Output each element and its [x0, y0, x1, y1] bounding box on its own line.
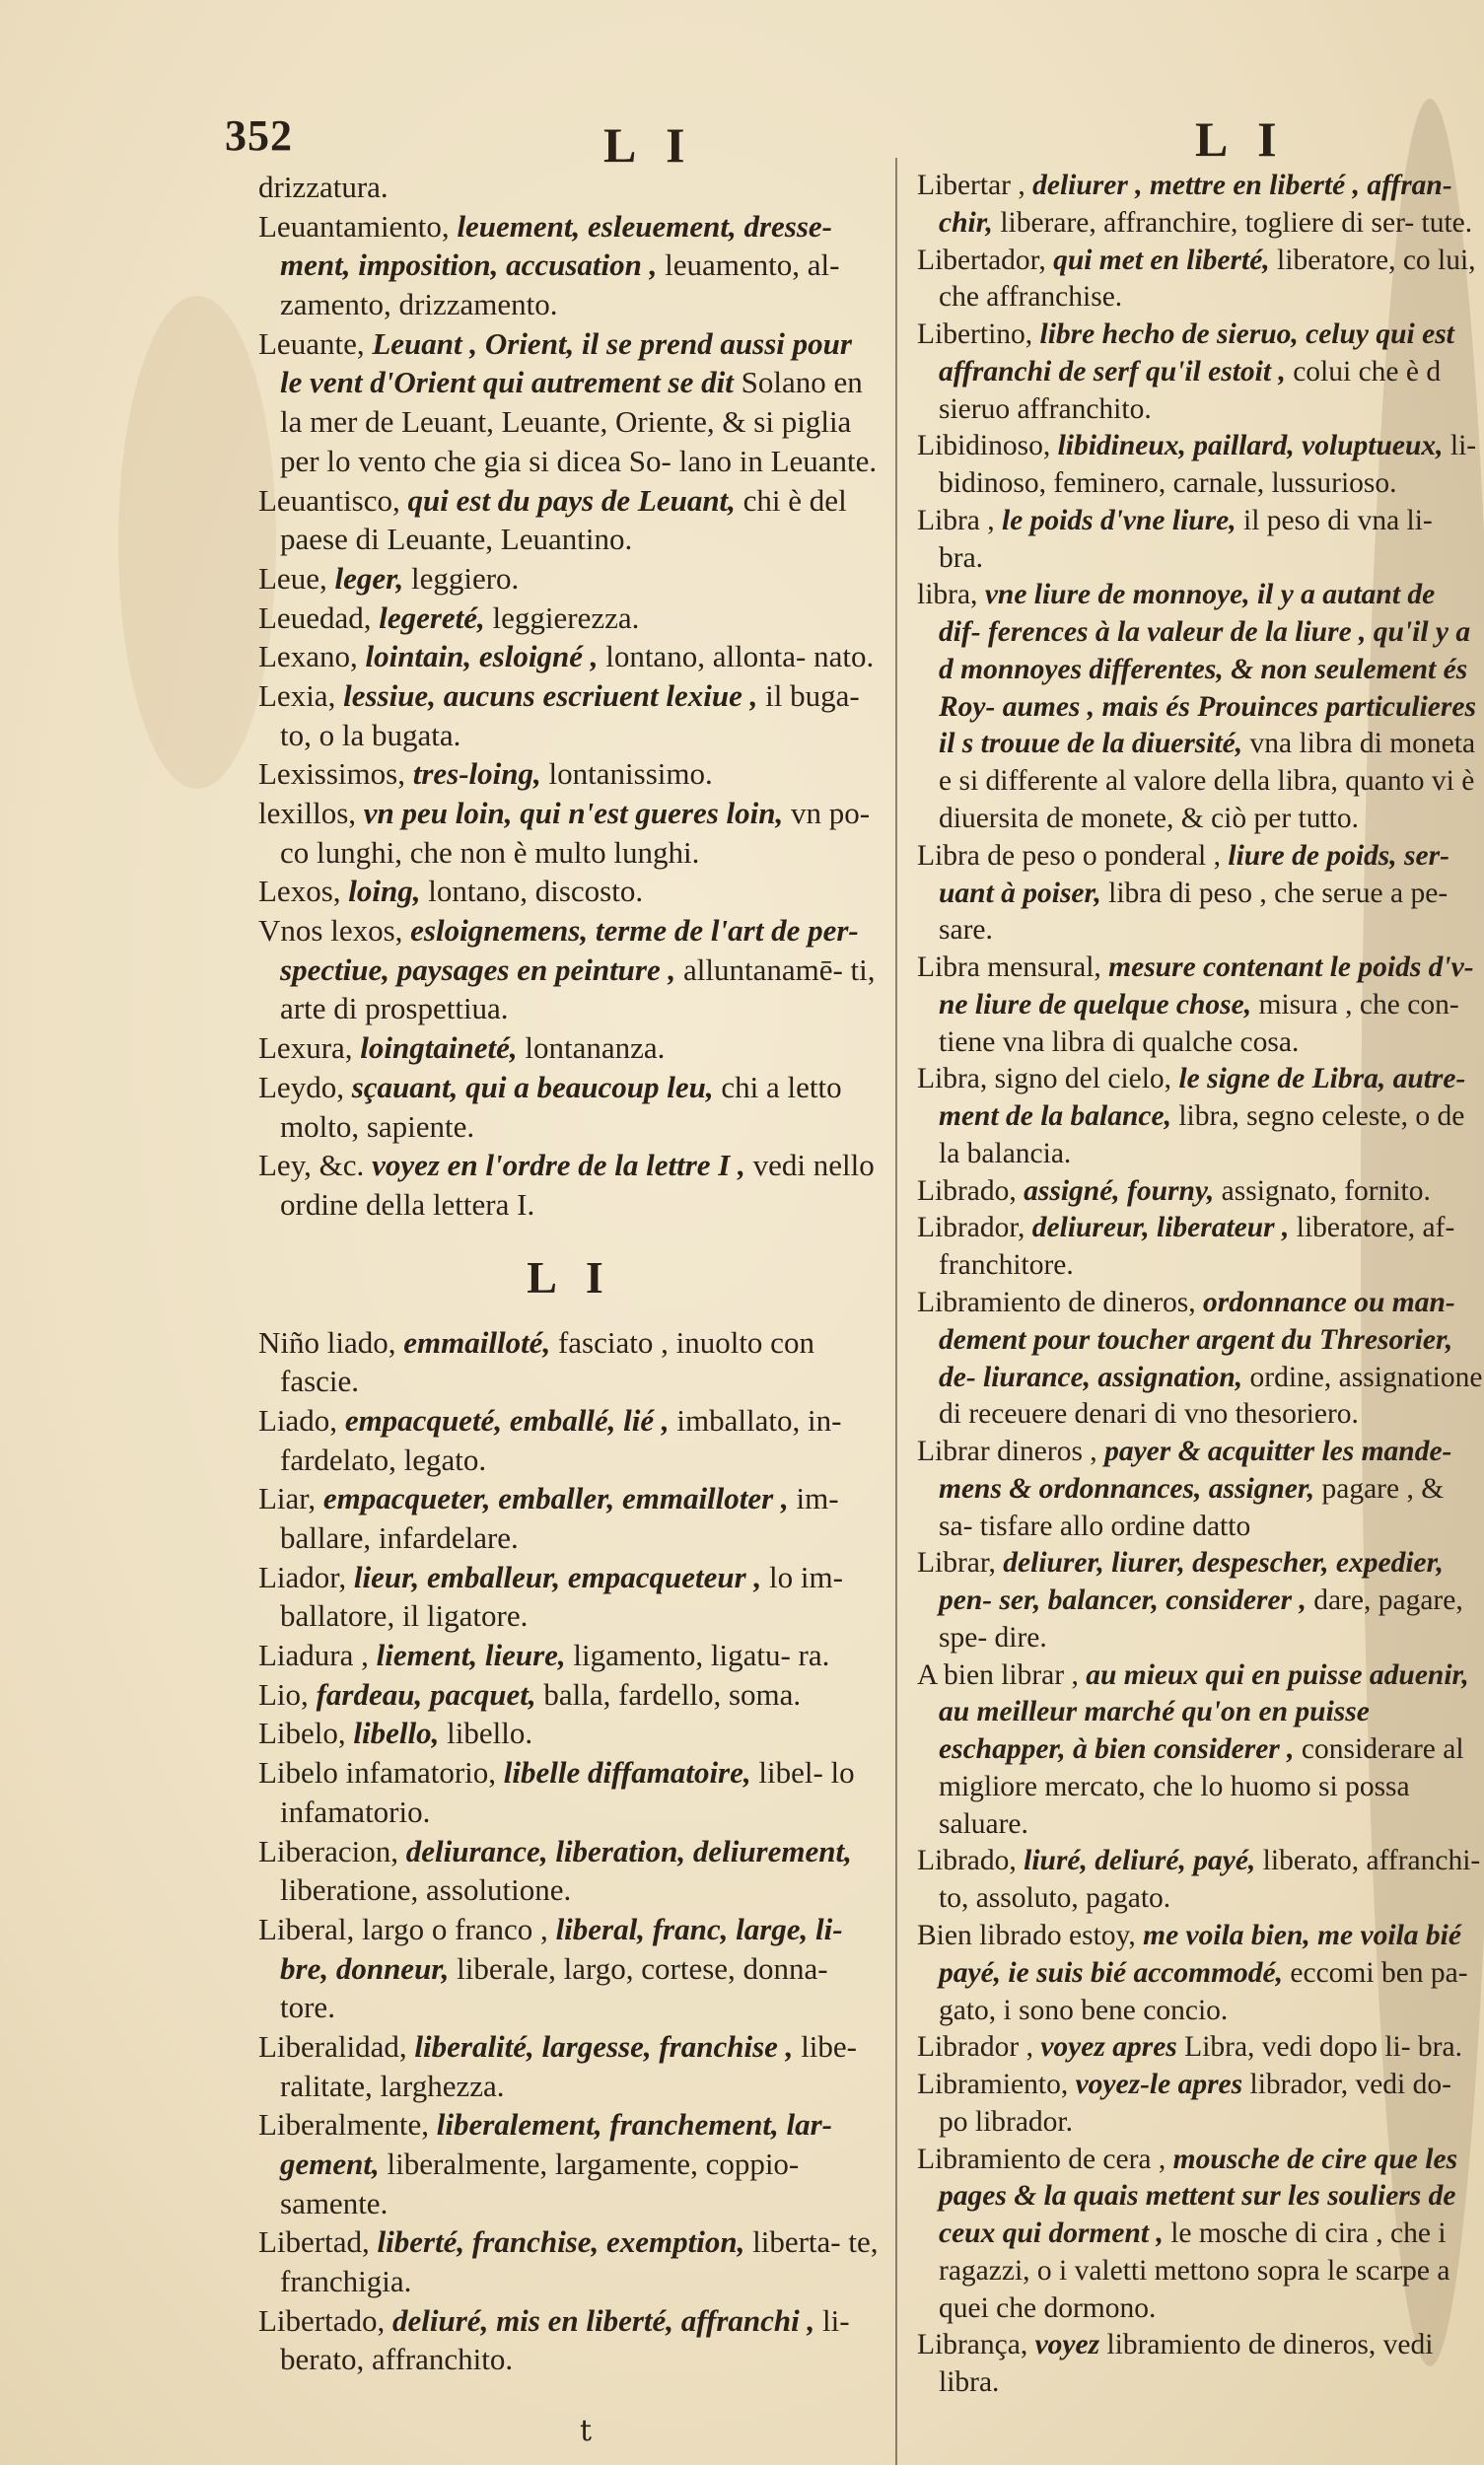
italian-gloss: eccomi ben pa- gato, i sono bene concio.: [939, 1956, 1468, 2026]
italian-gloss: liberare, affranchire, togliere di ser- tute.: [1000, 206, 1473, 239]
dictionary-entry: [917, 1061, 1484, 1172]
headword: Lio,: [258, 1676, 309, 1712]
italian-gloss: li- bidinoso, feminero, carnale, lussurioso.: [939, 430, 1477, 500]
french-gloss: lointain, esloigné ,: [365, 639, 599, 674]
french-gloss: fardeau, pacquet,: [316, 1676, 536, 1712]
headword: Bien librado estoy,: [917, 1919, 1136, 1951]
headword: A bien librar ,: [917, 1658, 1079, 1691]
italian-gloss: fasciato , inuolto con fascie.: [280, 1324, 814, 1399]
french-gloss: empacqueté, emballé, lié ,: [344, 1402, 670, 1438]
french-gloss: deliuré, mis en liberté, affranchi ,: [392, 2302, 815, 2338]
italian-gloss: liberatore, co lui, che affranchise.: [939, 244, 1476, 314]
left-entries-top: [258, 168, 882, 1225]
headword: Libertar ,: [917, 170, 1025, 201]
italian-gloss: liberatore, af- franchitore.: [939, 1212, 1455, 1282]
headword: Librança,: [917, 2329, 1028, 2361]
dictionary-entry: [258, 794, 882, 872]
french-gloss: legereté,: [379, 599, 485, 635]
headword: Libelo,: [258, 1716, 346, 1751]
dictionary-entry: [258, 637, 882, 676]
dictionary-entry: [917, 2327, 1484, 2402]
french-gloss: libidineux, paillard, voluptueux,: [1057, 430, 1444, 462]
dictionary-entry: [258, 1028, 882, 1068]
italian-gloss: chi è del paese di Leuante, Leuantino.: [280, 482, 847, 557]
french-gloss: le poids d'vne liure,: [1002, 504, 1237, 536]
french-gloss: voyez: [1034, 2329, 1100, 2361]
french-gloss: assigné, fourny,: [1024, 1174, 1215, 1207]
italian-gloss: libra di peso , che serue a pe- sare.: [939, 877, 1449, 947]
french-gloss: liberalité, largesse, franchise ,: [414, 2028, 794, 2064]
right-column-heading: L I: [1195, 111, 1287, 167]
headword: Libertad,: [258, 2224, 370, 2260]
french-gloss: deliurance, liberation, deliurement,: [405, 1833, 852, 1868]
italian-gloss: imballato, in- fardelato, legato.: [280, 1402, 842, 1477]
dictionary-entry: [917, 1657, 1484, 1844]
french-gloss: Leuant , Orient, il se prend aussi pour le vent d'Orient qui autrement se dit: [280, 325, 852, 400]
dictionary-entry: [258, 1401, 882, 1479]
headword: Librar,: [917, 1547, 996, 1580]
right-entries: [917, 168, 1484, 2402]
italian-gloss: le mosche di cira , che i ragazzi, o i valetti mettono sopra le scarpe a quei che dormono.: [939, 2218, 1450, 2324]
headword: Librador,: [917, 1212, 1025, 1244]
dictionary-entry: [917, 1545, 1484, 1656]
italian-gloss: vna libra di moneta e si differente al valore della libra, quanto vi è diuersita de monete, & ciò per tutto.: [939, 728, 1476, 835]
dictionary-entry: [258, 676, 882, 754]
italian-gloss: Libra, vedi dopo li- bra.: [1184, 2031, 1462, 2064]
italian-gloss: liberale, largo, cortese, donna- tore.: [280, 1950, 828, 2025]
column-divider: [895, 158, 897, 2465]
dictionary-entry: [258, 1714, 882, 1753]
dictionary-entry: [258, 599, 882, 638]
headword: Libramiento,: [917, 2069, 1069, 2101]
italian-gloss: lontano, allonta- nato.: [605, 639, 875, 674]
french-gloss: esloignemens, terme de l'art de per- spectiue, paysages en peinture ,: [280, 913, 859, 987]
italian-gloss: leggiero.: [410, 560, 520, 596]
french-gloss: qui est du pays de Leuant,: [407, 482, 736, 518]
headword: Libra de peso o ponderal ,: [917, 839, 1222, 872]
italian-gloss: libramiento de dineros, vedi libra.: [939, 2329, 1434, 2399]
headword: Libra ,: [917, 504, 995, 536]
italian-gloss: dare, pagare, spe- dire.: [939, 1585, 1463, 1654]
headword: Libidinoso,: [917, 430, 1051, 462]
headword: Vnos lexos,: [258, 913, 403, 949]
dictionary-entry: [917, 838, 1484, 950]
italian-gloss: libe- ralitate, larghezza.: [280, 2028, 857, 2103]
french-gloss: empacqueter, emballer, emmailloter ,: [322, 1481, 789, 1516]
french-gloss: payer & acquitter les mande- mens & ordonnances, assigner,: [939, 1436, 1452, 1505]
dictionary-entry: [917, 1843, 1484, 1918]
french-gloss: voyez en l'ordre de la lettre I ,: [372, 1148, 745, 1183]
italian-gloss: pagare , & sa- tisfare allo ordine datto: [939, 1472, 1445, 1542]
headword: Libramiento de dineros,: [917, 1286, 1196, 1318]
italian-gloss: vn po- co lunghi, che non è multo lunghi.: [280, 796, 871, 870]
headword: Librado,: [917, 1174, 1017, 1207]
italian-gloss: ligamento, ligatu- ra.: [573, 1638, 830, 1673]
dictionary-entry: [917, 317, 1484, 428]
french-gloss: emmailloté,: [403, 1324, 551, 1360]
french-gloss: le signe de Libra, autre- ment de la balance,: [939, 1063, 1466, 1133]
dictionary-entry: [917, 1434, 1484, 1545]
french-gloss: deliurer, liurer, despescher, expedier, pen- ser, balancer, considerer ,: [939, 1547, 1444, 1617]
dictionary-entry: [258, 1675, 882, 1715]
french-gloss: liement, lieure,: [376, 1638, 566, 1673]
italian-gloss: Solano en la mer de Leuant, Leuante, Oriente, & si piglia per lo vento che gia si dicea So- lano in Leuante.: [280, 365, 878, 478]
headword: Liado,: [258, 1402, 338, 1438]
headword: Niño liado,: [258, 1324, 396, 1360]
dictionary-entry: [258, 1636, 882, 1675]
dictionary-entry: [917, 503, 1484, 578]
headword: Libertino,: [917, 318, 1033, 351]
headword: Liadura ,: [258, 1638, 369, 1673]
headword: Leydo,: [258, 1069, 344, 1104]
italian-gloss: balla, fardello, soma.: [543, 1676, 802, 1712]
headword: Libramiento de cera ,: [917, 2143, 1166, 2175]
headword: Librar dineros ,: [917, 1436, 1097, 1468]
dictionary-entry: [258, 324, 882, 481]
dictionary-entry: [917, 1210, 1484, 1285]
italian-gloss: lontananza.: [525, 1030, 666, 1066]
italian-gloss: chi a letto molto, sapiente.: [280, 1069, 842, 1144]
french-gloss: libello,: [353, 1716, 440, 1751]
headword: Leue,: [258, 560, 327, 596]
headword: Leuantisco,: [258, 482, 400, 518]
italian-gloss: liberato, affranchi- to, assoluto, pagato.: [939, 1845, 1481, 1915]
french-gloss: loingtaineté,: [360, 1030, 518, 1066]
italian-gloss: li- berato, affranchito.: [280, 2302, 850, 2377]
headword: Libra, signo del cielo,: [917, 1063, 1172, 1095]
french-gloss: liberal, franc, large, li- bre, donneur,: [280, 1911, 843, 1986]
italian-gloss: libello.: [447, 1716, 533, 1751]
headword: Lexos,: [258, 874, 341, 909]
headword: Librador ,: [917, 2031, 1033, 2064]
dictionary-entry: [258, 1146, 882, 1224]
dictionary-entry: [258, 1558, 882, 1636]
catchword: t: [580, 2414, 593, 2448]
french-gloss: libelle diffamatoire,: [503, 1755, 751, 1791]
italian-gloss: colui che è d sieruo affranchito.: [939, 355, 1442, 425]
paper-stain: [118, 296, 276, 789]
headword: Leuantamiento,: [258, 208, 450, 244]
headword: lexillos,: [258, 796, 357, 830]
french-gloss: vne liure de monnoye, il y a autant de dif- ferences à la valeur de la liure , qu'il y a d monnoyes differentes, & non seulement és Roy- aumes , mais és Prouinces particulieres il s trouue de la diuersité,: [939, 579, 1476, 760]
italian-gloss: vedi nello ordine della lettera I.: [280, 1148, 875, 1222]
dictionary-entry: [258, 1753, 882, 1831]
headword: Liberacion,: [258, 1833, 399, 1868]
dictionary-entry: [258, 1068, 882, 1146]
french-gloss: mousche de cire que les pages & la quais mettent sur les souliers de ceux qui dorment ,: [939, 2143, 1458, 2250]
page-number: 352: [225, 111, 293, 160]
french-gloss: qui met en liberté,: [1053, 244, 1270, 276]
left-column: [258, 168, 882, 2379]
french-gloss: au mieux qui en puisse aduenir, au meilleur marché qu'on en puisse eschapper, à bien considerer ,: [939, 1658, 1469, 1766]
italian-gloss: im- ballare, infardelare.: [280, 1481, 839, 1555]
headword: Lexia,: [258, 677, 336, 713]
dictionary-entry: [258, 1479, 882, 1557]
french-gloss: leger,: [334, 560, 404, 596]
italian-gloss: liberta- te, franchigia.: [280, 2224, 879, 2299]
headword: Lexura,: [258, 1030, 353, 1066]
headword: libra,: [917, 579, 978, 611]
dictionary-entry: [917, 1285, 1484, 1434]
dictionary-entry: [258, 2027, 882, 2105]
headword: Liberalmente,: [258, 2107, 429, 2143]
headword: Liberal, largo o franco ,: [258, 1911, 548, 1946]
french-gloss: voyez-le apres: [1075, 2069, 1243, 2101]
italian-gloss: lo im- ballatore, il ligatore.: [280, 1559, 843, 1634]
french-gloss: voyez apres: [1040, 2031, 1177, 2064]
left-column-heading: L I: [603, 117, 695, 173]
italian-gloss: ordine, assignatione di receuere denari di vno thesoriero.: [939, 1361, 1483, 1431]
dictionary-entry: [258, 911, 882, 1028]
dictionary-entry: [258, 2105, 882, 2222]
headword: Liberalidad,: [258, 2028, 407, 2064]
french-gloss: mesure contenant le poids d'v- ne liure de quelque chose,: [939, 951, 1474, 1021]
french-gloss: loing,: [348, 874, 421, 909]
headword: Leuedad,: [258, 599, 372, 635]
french-gloss: liure de poids, ser- uant à poiser,: [939, 839, 1449, 909]
french-gloss: me voila bien, me voila bié payé, ie suis bié accommodé,: [939, 1919, 1461, 1989]
french-gloss: lessiue, aucuns escriuent lexiue ,: [343, 677, 758, 713]
italian-gloss: il peso di vna li- bra.: [939, 504, 1433, 574]
italian-gloss: leuamento, al- zamento, drizzamento.: [280, 247, 840, 322]
italian-gloss: il buga- to, o la bugata.: [280, 677, 860, 752]
french-gloss: deliureur, liberateur ,: [1031, 1212, 1290, 1244]
headword: Ley, &c.: [258, 1148, 365, 1183]
dictionary-entry: [258, 872, 882, 911]
italian-gloss: lontanissimo.: [548, 756, 713, 792]
dictionary-entry: [258, 207, 882, 324]
dictionary-entry: [917, 950, 1484, 1061]
italian-gloss: liberatione, assolutione.: [280, 1872, 572, 1908]
dictionary-entry: [258, 1323, 882, 1401]
dictionary-entry: [917, 1918, 1484, 2029]
dictionary-entry: [258, 2222, 882, 2300]
headword: Liar,: [258, 1481, 317, 1516]
french-gloss: tres-loing,: [412, 756, 541, 792]
dictionary-entry: [917, 428, 1484, 503]
italian-gloss: considerare al migliore mercato, che lo huomo si possa saluare.: [939, 1733, 1464, 1840]
dictionary-entry: [917, 243, 1484, 317]
left-entries-bottom: [258, 1323, 882, 2380]
french-gloss: ordonnance ou man- dement pour toucher argent du Thresorier, de- liurance, assignation,: [939, 1286, 1455, 1393]
dictionary-entry: [917, 168, 1484, 243]
section-heading: L I: [527, 1251, 613, 1303]
french-gloss: liuré, deliuré, payé,: [1024, 1845, 1256, 1877]
headword: Libertado,: [258, 2302, 386, 2338]
dictionary-entry: [258, 168, 882, 207]
dictionary-entry: [258, 481, 882, 559]
dictionary-entry: [258, 1910, 882, 2027]
french-gloss: vn peu loin, qui n'est gueres loin,: [363, 796, 784, 830]
french-gloss: liberté, franchise, exemption,: [377, 2224, 745, 2260]
italian-gloss: lontano, discosto.: [428, 874, 644, 909]
headword: drizzatura.: [258, 170, 389, 204]
french-gloss: lieur, emballeur, empacqueteur ,: [353, 1559, 762, 1594]
headword: Librado,: [917, 1845, 1017, 1877]
headword: Libertador,: [917, 244, 1046, 276]
french-gloss: liberalement, franchement, lar- gement,: [280, 2107, 833, 2181]
dictionary-entry: [258, 2301, 882, 2379]
dictionary-entry: [917, 1173, 1484, 1211]
italian-gloss: alluntanamē- ti, arte di prospettiua.: [280, 951, 876, 1026]
french-gloss: leuement, esleuement, dresse- ment, imposition, accusation ,: [280, 208, 832, 283]
dictionary-entry: [917, 2067, 1484, 2142]
italian-gloss: libra, segno celeste, o de la balancia.: [939, 1100, 1465, 1169]
headword: Leuante,: [258, 325, 365, 361]
italian-gloss: libel- lo infamatorio.: [280, 1755, 855, 1829]
italian-gloss: liberalmente, largamente, coppio- samente.: [280, 2147, 800, 2220]
italian-gloss: librador, vedi do- po librador.: [939, 2069, 1451, 2138]
headword: Lexissimos,: [258, 756, 405, 792]
dictionary-entry: [917, 2029, 1484, 2067]
headword: Libra mensural,: [917, 951, 1101, 984]
dictionary-entry: [258, 754, 882, 794]
french-gloss: deliurer , mettre en liberté , affran- chir,: [939, 170, 1452, 239]
french-gloss: sçauant, qui a beaucoup leu,: [351, 1069, 714, 1104]
dictionary-entry: [917, 2142, 1484, 2328]
italian-gloss: leggierezza.: [492, 599, 640, 635]
right-column: [917, 168, 1484, 2402]
dictionary-entry: [258, 559, 882, 599]
italian-gloss: misura , che con- tiene vna libra di qualche cosa.: [939, 988, 1459, 1058]
headword: Lexano,: [258, 639, 358, 674]
italian-gloss: assignato, fornito.: [1221, 1174, 1431, 1207]
headword: Libelo infamatorio,: [258, 1755, 497, 1791]
dictionary-entry: [917, 577, 1484, 837]
dictionary-entry: [258, 1832, 882, 1910]
french-gloss: libre hecho de sieruo, celuy qui est affranchi de serf qu'il estoit ,: [939, 318, 1454, 387]
headword: Liador,: [258, 1559, 347, 1594]
